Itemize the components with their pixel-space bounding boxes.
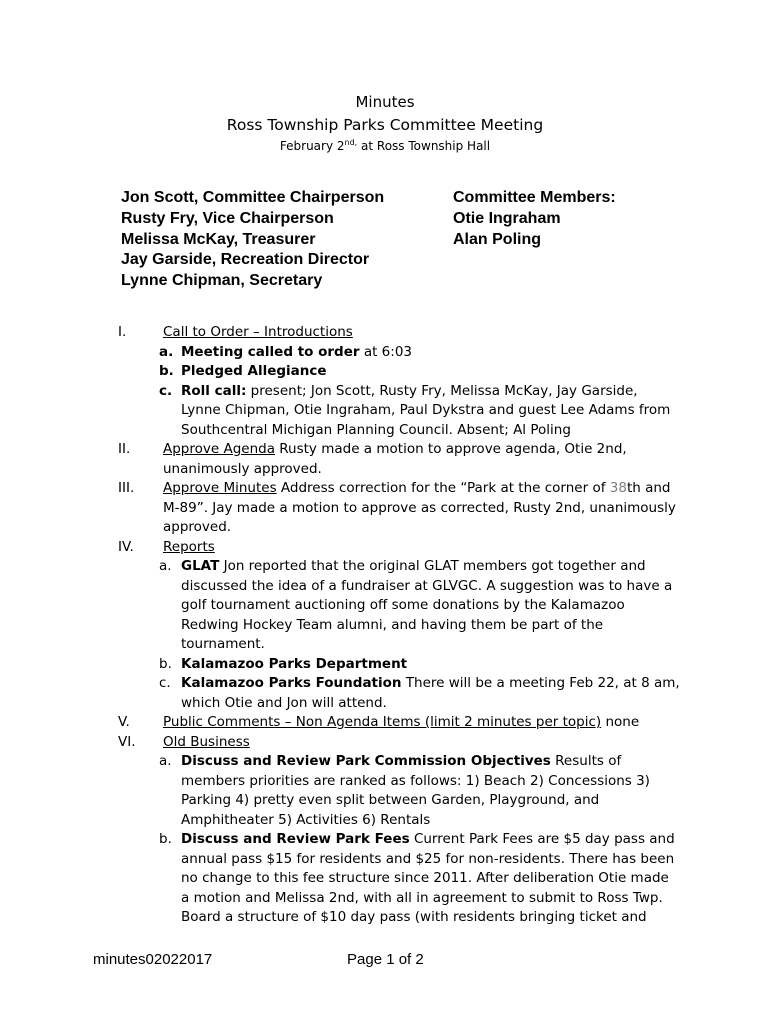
members-heading: Committee Members:: [453, 189, 616, 206]
section-old-business: [0, 733, 770, 753]
section-number: II.: [118, 441, 131, 457]
officer-name: Jon Scott, Committee Chairperson: [121, 189, 385, 206]
section-title: Approve Agenda: [163, 441, 275, 457]
section-title: Reports: [163, 538, 215, 555]
section-title: Public Comments – Non Agenda Items (limit 2 minutes per topic): [163, 714, 602, 730]
item-pledge: b. Pledged Allegiance: [159, 363, 327, 379]
item-parks-department: b. Kalamazoo Parks Department: [159, 655, 408, 672]
section-title: Call to Order – Introductions: [163, 324, 353, 340]
item-meeting-called: a. Meeting called to order at 6:03: [159, 343, 412, 360]
section-number: IV.: [118, 538, 134, 555]
officer-name: Melissa McKay, Treasurer: [121, 230, 316, 248]
officer-name: Jay Garside, Recreation Director: [121, 251, 370, 269]
section-call-to-order: [0, 323, 770, 343]
section-number: I.: [118, 324, 127, 340]
section-title: Approve Minutes: [163, 480, 277, 496]
document-title: Minutes: [355, 93, 415, 111]
section-number: VI.: [118, 733, 136, 750]
item-commission-objectives: a. Discuss and Review Park Commission Objectives Results of members priorities are ranked as follows: 1) Beach 2) Concessions 3) Parking 4) pretty even split between Garden, Playground, and Amphitheater 5) Activities 6) Rentals: [159, 753, 650, 828]
officer-name: Rusty Fry, Vice Chairperson: [121, 209, 334, 227]
section-number: III.: [118, 480, 135, 496]
item-parks-foundation: c. Kalamazoo Parks Foundation There will be a meeting Feb 22, at 8 am, which Otie and Jon will attend.: [159, 675, 680, 711]
officers-list: [121, 188, 384, 292]
section-public-comments: V. Public Comments – Non Agenda Items (limit 2 minutes per topic) none: [0, 713, 770, 733]
footer-page-number: Page 1 of 2: [347, 951, 424, 968]
member-name: Alan Poling: [453, 230, 541, 248]
member-name: Otie Ingraham: [453, 209, 561, 227]
section-title: Old Business: [163, 733, 250, 750]
section-approve-minutes: III. Approve Minutes Address correction for the “Park at the corner of 38th and M-89”. Jay made a motion to approve as corrected, Rusty 2nd, unanimously approved.: [118, 480, 676, 535]
officer-name: Lynne Chipman, Secretary: [121, 272, 323, 290]
item-roll-call: c. Roll call: present; Jon Scott, Rusty Fry, Melissa McKay, Jay Garside, Lynne Chipman, Otie Ingraham, Paul Dykstra and guest Lee Adams from Southcentral Michigan Planning Council. Absent; Al Poling: [159, 382, 671, 438]
item-glat: a. GLAT Jon reported that the original GLAT members got together and discussed the idea of a fundraiser at GLVGC. A suggestion was to have a golf tournament auctioning off some donations by the Kalamazoo Redwing Hockey Team alumni, and having them be part of the tournament.: [159, 558, 673, 652]
footer-filename: minutes02022017: [93, 951, 213, 968]
section-number: V.: [118, 714, 130, 730]
section-approve-agenda: II. Approve Agenda Rusty made a motion to approve agenda, Otie 2nd, unanimously approved.: [118, 441, 627, 477]
meeting-date: February $2^{nd,}$ at Ross Township Hall: [279, 138, 491, 153]
section-reports: [0, 538, 770, 558]
agenda-body: [0, 323, 770, 928]
document-subtitle: Ross Township Parks Committee Meeting: [226, 116, 544, 134]
item-park-fees: b. Discuss and Review Park Fees Current Park Fees are $5 day pass and annual pass $15 for residents and $25 for non-residents. There has been no change to this fee structure since 2011. After deliberation Otie made a motion and Melissa 2nd, with all in agreement to submit to Ross Twp. Board a structure of $10 day pass (with residents bringing ticket and: [159, 831, 675, 925]
committee-members: [453, 188, 616, 250]
